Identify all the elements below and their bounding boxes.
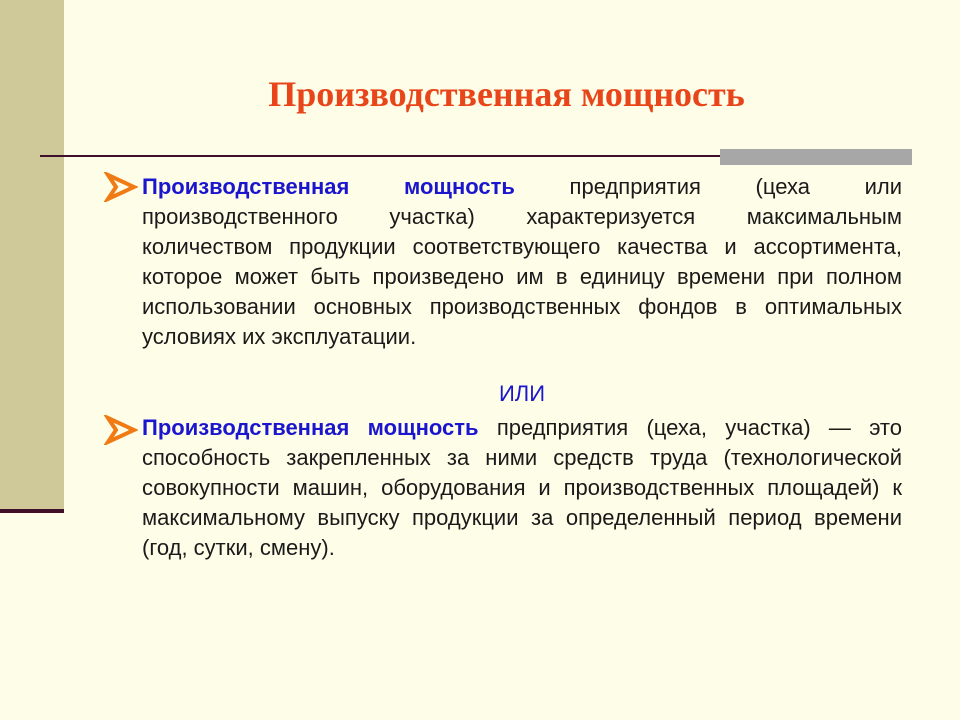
- slide-title: Производственная мощность: [268, 74, 745, 114]
- arrow-bullet-icon: [104, 172, 138, 202]
- definition-text-1: предприятия (цеха или производственного участка) характеризуется максимальным количеством продукции соответствующего качества и ассортимента, которое может быть произведено им в единицу времени при полном использовании основных производственных фондов в оптимальных условиях их эксплуатации.: [142, 174, 902, 349]
- definition-text-2: предприятия (цеха, участка) — это способность закрепленных за ними средств труда (технологической совокупности машин, оборудования и производственных площадей) к максимальному выпуску продукции за определенный период времени (год, сутки, смену).: [142, 415, 903, 560]
- left-decorative-bar: [0, 0, 64, 512]
- left-bar-underline: [0, 509, 64, 513]
- definition-paragraph-1: [142, 172, 902, 352]
- title-divider: [40, 155, 720, 157]
- arrow-bullet-icon: [104, 415, 138, 445]
- title-divider-accent: [720, 149, 912, 165]
- definition-term-1: Производственная мощность: [142, 174, 515, 199]
- definition-term-2: Производственная мощность: [142, 415, 479, 440]
- definition-paragraph-2: [142, 413, 902, 563]
- or-separator: ИЛИ: [498, 381, 546, 406]
